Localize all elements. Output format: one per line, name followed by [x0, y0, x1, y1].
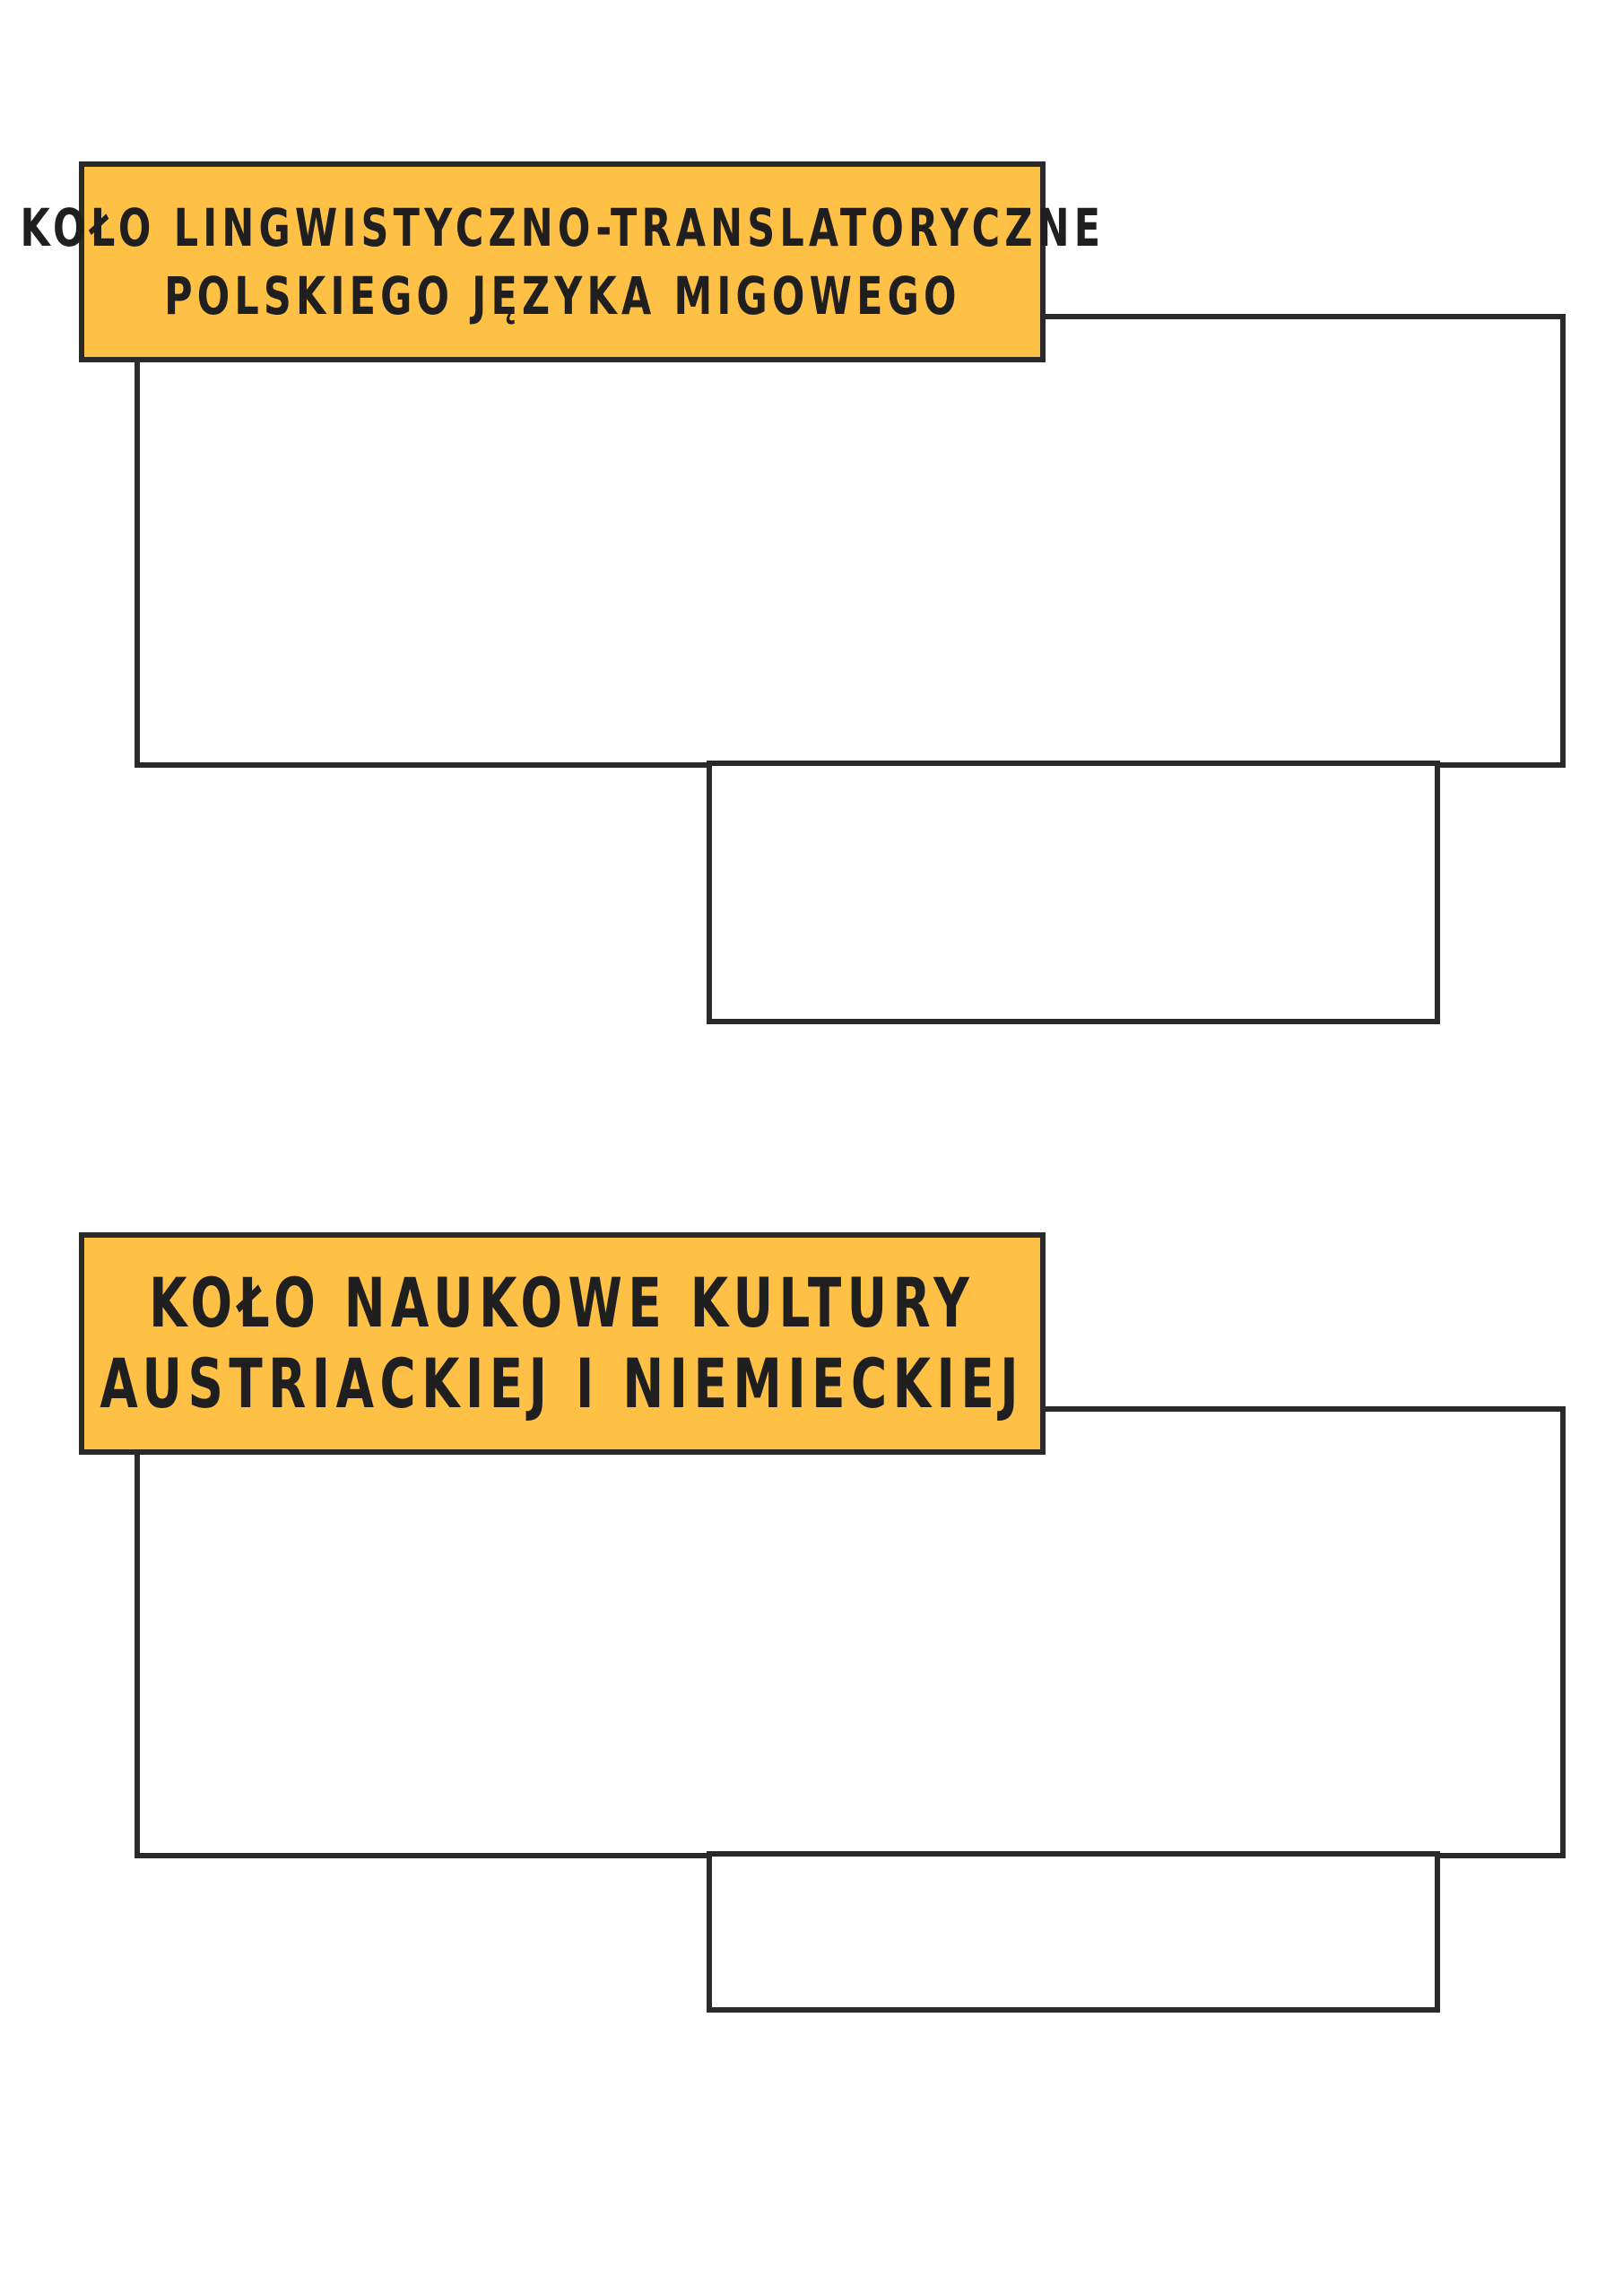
- club-2-title-banner: [79, 1232, 1046, 1455]
- club-2-title-line-2: AUSTRIACKIEJ I NIEMIECKIEJ: [100, 1344, 1025, 1423]
- club-1-info-box: [135, 314, 1566, 768]
- club-1-title-banner: [20, 161, 1105, 362]
- club-2-social-box: [707, 1851, 1440, 2013]
- club-1-title-line-2: POLSKIEGO JĘZYKA MIGOWEGO: [163, 265, 961, 326]
- club-2-info-box: [135, 1406, 1566, 1858]
- club-1-title-line-1: KOŁO LINGWISTYCZNO-TRANSLATORYCZNE: [20, 197, 1105, 258]
- club-1-social-box: [707, 761, 1440, 1024]
- club-2-title-line-1: KOŁO NAUKOWE KULTURY: [149, 1263, 976, 1343]
